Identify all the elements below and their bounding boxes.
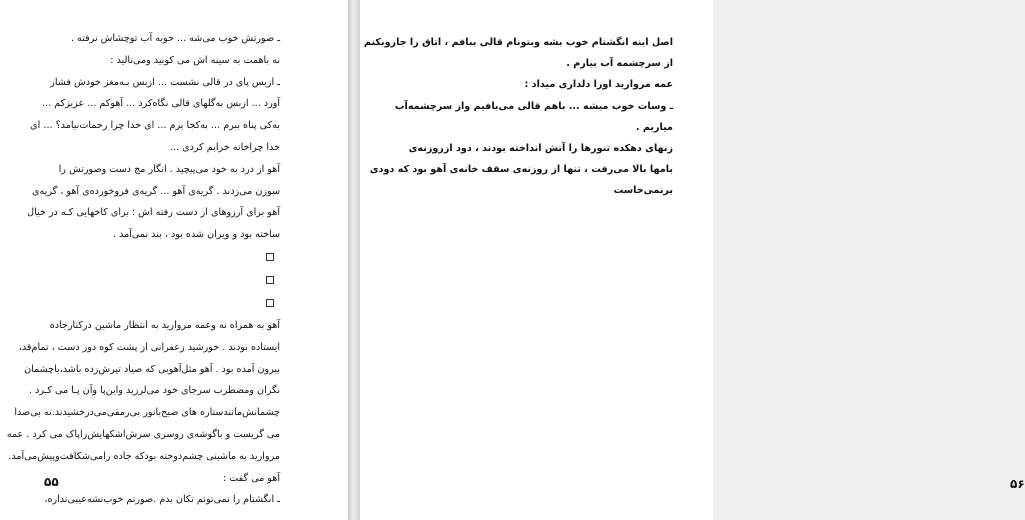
text-line: زنهای دهکده تنورها را آتش انداخته بودند ، دود ازروزنه‌ی	[408, 142, 673, 154]
text-line: میاریم .	[635, 121, 673, 133]
text-line: مروارید به ماشینی چشم‌دوخته بودکه جاده رامی‌شکافت‌وپیش‌می‌آمد.	[8, 450, 280, 462]
left-page-text	[6, 28, 280, 511]
section-break-mark	[32, 246, 280, 269]
text-line: عمه مروارید اورا دلداری میداد :	[524, 79, 673, 91]
text-line: ساخته بود و ویران شده بود ، بند نمی‌آمد .	[112, 229, 280, 241]
text-line: ـ وسات خوب میشه ... باهم قالی می‌بافیم واز سرچشمه‌آب	[394, 100, 673, 112]
text-line: برنمی‌خاست	[613, 185, 673, 197]
text-line: آهو برای آرزوهای از دست رفته اش ؛ برای کاخهایی کـه در خیال	[27, 207, 280, 219]
text-line: آهو از درد به خود می‌پیچید . انگار مج دست وصورتش را	[58, 163, 280, 175]
square-mark-icon	[266, 276, 274, 284]
text-line: ـ صورتش خوب می‌شه ... خوبه آب توچشاش نرفته .	[70, 33, 280, 44]
text-line: خدا چراخانه خرابم کردی ...	[169, 141, 280, 153]
text-line: سوزن می‌زدند . گریه‌ی آهو ... گریه‌ی فروخورده‌ی آهو ، گریه‌ی	[32, 185, 280, 197]
text-line: آهو می گفت :	[222, 472, 280, 484]
text-line: آهو به همراه نه وعمه مروارید به انتظار ماشین درکنارجاده	[49, 319, 280, 331]
page-number: ۵۶	[1010, 477, 1025, 491]
section-break-mark	[32, 292, 280, 315]
right-page	[360, 0, 1025, 520]
text-line: نه باهمت به سینه اش می کوبید ومی‌نالید :	[110, 54, 280, 66]
text-line: چشمانش‌مانندستاره های صبح‌بانور بی‌رمقی‌می‌درخشیدند.نه بی‌صدا	[14, 407, 280, 419]
text-line: اصل اینه انگشتام خوب بشه وبتونام قالی ببافم ، اتاق را جاروبکنم	[363, 37, 673, 48]
text-line: به‌کی پناه ببرم ... به‌کجا برم ... ای خدا چرا رحمات‌نیامد؟ ... ای	[30, 120, 280, 132]
text-line: می گریست و باگوشه‌ی روسری سرش‌اشکهایش‌راپاک می کرد . عمه	[6, 428, 280, 440]
section-break-mark	[32, 269, 280, 292]
page-number: ۵۵	[44, 475, 59, 489]
text-line: ـ انگشتام را نمی‌تونم تکان بدم .صورتم خوب‌نشه‌عیبی‌نداره،	[44, 494, 280, 506]
text-line: از سرچشمه آب بیارم .	[566, 58, 673, 70]
square-mark-icon	[266, 299, 274, 307]
book-gutter	[348, 0, 360, 520]
right-page-text	[363, 32, 673, 202]
square-mark-icon	[266, 253, 274, 261]
text-line: بیرون آمده بود . آهو مثل‌آهویی که صیاد تیرش‌زده باشد،باچشمان	[24, 363, 280, 375]
text-line: ایستاده بودند . خورشید زعفرانی از پشت کوه دور دست ، تمام‌قد،	[18, 341, 280, 353]
text-line: بامها بالا می‌رفت ، تنها از روزنه‌ی سقف خانه‌ی آهو بود که دودی	[369, 164, 673, 176]
text-line: ـ ازبس پای در قالی نشست ... ازبس بـه‌مغز خودش فشار	[50, 76, 280, 88]
text-line: آورد ... ازبس به‌گلهای قالی نگاه‌کرد ... آهوکم ... عزیزکم ...	[42, 98, 280, 110]
left-page	[0, 0, 348, 520]
text-line: نگران ومضطرب سرجای خود می‌لرزید واین‌پا وآن پـا می کـرد .	[28, 385, 280, 397]
